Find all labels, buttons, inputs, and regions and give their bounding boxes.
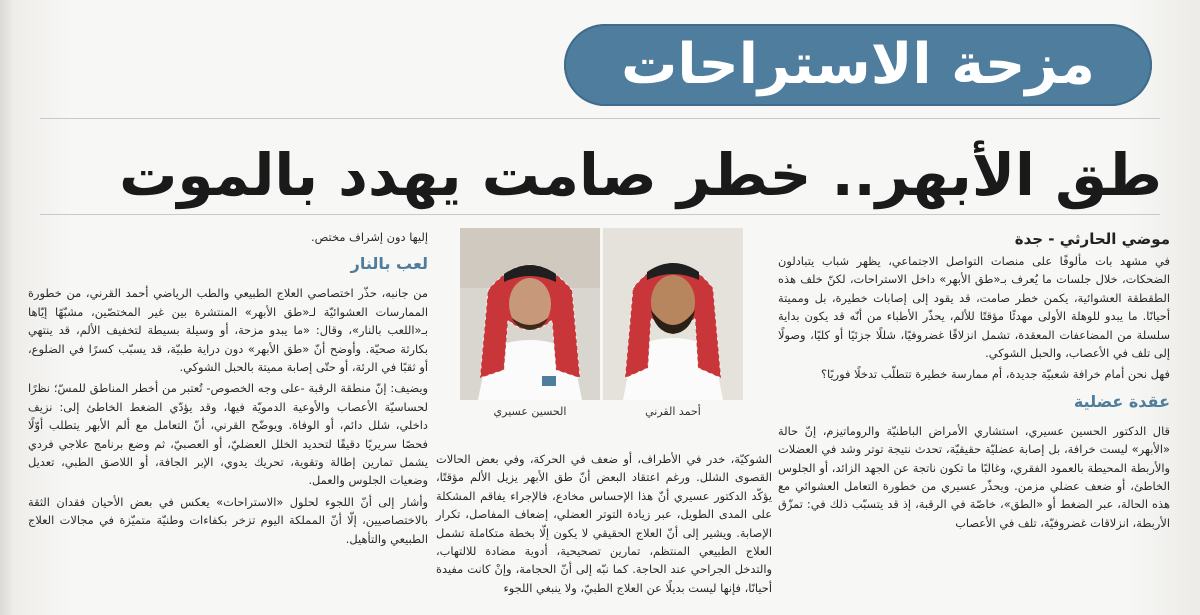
photo-caption: أحمد القرني — [645, 405, 701, 418]
body-paragraph: من جانبه، حذّر اختصاصي العلاج الطبيعي والطب الرياضي أحمد القرني، من خطورة الممارسات العشوائيّة لـ«طق الأبهر» المنتشرة بين غير المختصّين، مشبّهًا إيّاها بـ«اللعب بالنار»، وقال: «ما يبدو مزحة، أو وسيلة بسيطة لتخفيف الألم، قد ينتهي بكارثة صحيّة. وأوضح أنّ «طق الأبهر» دون دراية طبيّة، قد يسبّب كسرًا في الضلوع، أو ثقبًا في الرئة، أو حتّى إصابة مميتة بالحبل الشوكي. — [28, 286, 428, 375]
divider — [40, 118, 1160, 119]
body-paragraph: ويضيف: إنّ منطقة الرقبة -على وجه الخصوص- تُعتبر من أخطر المناطق للمسّ؛ نظرًا لحساسيّة الأعصاب والأوعية الدمويّة فيها، وقد يؤدّي الضغط الخاطئ إلى: نزيف داخلي، شلل دائم، أو الوفاة. ويوضّح القرني، أنّ التعامل مع ألم الأبهر يتطلب أوّلًا فحصًا سريريًا دقيقًا لتحديد الخلل العضليّ، أو العصبيّ، ثم وضع برنامج علاجي فردي يشمل تمارين إطالة وتقوية، تحريك يدوي، الإبر الجافة، أو اللاصق الطبي، تعديل وضعيات الجلوس والعمل. — [28, 381, 428, 488]
article-column-middle — [436, 450, 772, 597]
subheading-playing-with-fire: لعب بالنار — [350, 254, 428, 274]
section-banner — [564, 24, 1152, 106]
photo-caption: الحسين عسيري — [493, 405, 567, 418]
byline: موضي الحارثي - جدة — [1014, 230, 1170, 248]
intro-paragraph: في مشهد بات مألوفًا على منصات التواصل الاجتماعي، يظهر شباب يتبادلون الضحكات، خلال جلسات ما يُعرف بـ«طق الأبهر» داخل الاستراحات، لكنّ خلف هذه الطقطقة العشوائية، يكمن خطر صامت، قد يقود إلى إصابات خطيرة، بل ومميتة أحيانًا. ما يبدو للوهلة الأولى مهدئًا مؤقتًا للألم، يحذّر الأطباء من أنّه قد يكون بداية سلسلة من المضاعفات المعقدة، تشمل انزلاقًا غضروفيًا، شللًا جزئيًا أو كليًا، وصولًا إلى تلف في الأعصاب، والحبل الشوكي. — [778, 254, 1170, 361]
page-fold-shadow — [0, 0, 14, 615]
body-paragraph: قال الدكتور الحسين عسيري، استشاري الأمراض الباطنيّة والروماتيزم، إنّ حالة «الأبهر» ليست خرافة، بل إصابة عضليّة حقيقيّة، تحدث نتيجة توتر وشد في العضلات والأربطة المحيطة بالعمود الفقري، وغالبًا ما تكون ناتجة عن الجهد الزائد، أو الجلوس الخاطئ، أو ضعف عضلي مزمن. ويحذّر عسيري من خطورة التعامل العشوائي مع هذه الحالة، عبر الضغط أو «الطق»، خاصّة في الرقبة، إذ قد يتسبّب ذلك في: تمزّق الأربطة، انزلاقات غضروفيّة، تلف في الأعصاب — [778, 423, 1170, 530]
portrait-image — [603, 228, 743, 400]
body-paragraph: الشوكيّة، خدر في الأطراف، أو ضعف في الحركة، وفي بعض الحالات القصوى الشلل. ورغم اعتقاد البعض أنّ طق الأبهر يزيل الألم مؤقتًا، يؤكّد الدكتور عسيري أنّ هذا الإحساس مخادع، فالإجراء يفاقم المشكلة على المدى الطويل، عبر زيادة التوتر العضلي، إضعاف المفاصل، تكرار الإصابة. ويشير إلى أنّ العلاج الحقيقي لا يكون إلّا بخطة متكاملة تشمل العلاج الطبيعي المنتظم، تمارين تصحيحية، أدوية مضادة للالتهاب، والتدخل الجراحي عند الحاجة. كما نبّه إلى أنّ الحجامة، وإنْ كانت مفيدة أحيانًا، فإنها ليست بديلًا عن العلاج الطبيّ، ولا ينبغي اللجوء — [436, 452, 772, 595]
intro-question: فهل نحن أمام خرافة شعبيّة جديدة، أم ممارسة خطيرة تتطلّب تدخلًا فوريًا؟ — [820, 367, 1170, 382]
body-paragraph: وأشار إلى أنّ اللجوء لحلول «الاستراحات» يعكس في بعض الأحيان فقدان الثقة بالاختصاصيين، إلّا أنّ المملكة اليوم تزخر بكفاءات وطنيّة متميّزة في مجالات العلاج الطبيعي والتأهيل. — [28, 494, 428, 546]
subheading-muscle-knot: عقدة عضلية — [1073, 391, 1170, 411]
divider — [40, 214, 1160, 215]
article-headline: طق الأبهر.. خطر صامت يهدد بالموت — [119, 141, 1162, 209]
portrait-illustration — [460, 228, 600, 400]
photo-ahmed — [603, 228, 743, 420]
portrait-illustration — [603, 228, 743, 400]
section-title: مزحة الاستراحات — [621, 32, 1095, 97]
continuation-line: إليها دون إشراف مختص. — [310, 230, 428, 244]
article-column-left — [28, 228, 428, 551]
portrait-image — [460, 228, 600, 400]
article-column-right — [778, 228, 1170, 535]
photo-hussein — [460, 228, 600, 420]
